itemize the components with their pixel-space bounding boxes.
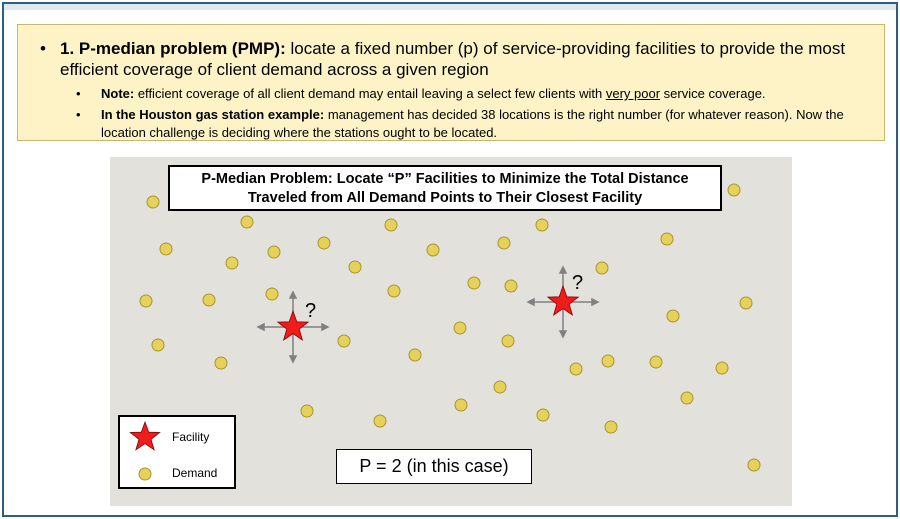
sub-bullet-note (76, 85, 866, 103)
demand-dot-icon (748, 459, 760, 471)
legend-facility-star-icon (130, 422, 159, 450)
demand-dot-icon (268, 246, 280, 258)
demand-dot-icon (427, 244, 439, 256)
demand-dot-icon (338, 335, 350, 347)
legend (118, 415, 236, 489)
demand-dot-icon (728, 184, 740, 196)
demand-dot-icon (147, 196, 159, 208)
question-mark: ? (572, 272, 584, 294)
slide-top-bar (4, 4, 896, 10)
main-bullet-heading: 1. P-median problem (PMP): (60, 39, 286, 58)
demand-dot-icon (740, 297, 752, 309)
demand-dot-icon (388, 285, 400, 297)
demand-dot-icon (605, 421, 617, 433)
demand-dot-icon (226, 257, 238, 269)
sub-bullet-body: efficient coverage of all client demand may entail leaving a select few clients with (134, 86, 606, 101)
demand-dot-icon (716, 362, 728, 374)
diagram-title (168, 165, 722, 211)
demand-dot-icon (409, 349, 421, 361)
demand-dot-icon (681, 392, 693, 404)
demand-dot-icon (650, 356, 662, 368)
bullet-dot: • (76, 86, 81, 101)
demand-dot-icon (374, 415, 386, 427)
demand-dot-icon (502, 335, 514, 347)
bullet-dot: • (40, 39, 46, 58)
demand-dot-icon (494, 381, 506, 393)
demand-dot-icon (160, 243, 172, 255)
sub-bullet-houston (76, 106, 866, 142)
demand-dot-icon (596, 262, 608, 274)
demand-dot-icon (454, 322, 466, 334)
demand-dot-icon (241, 216, 253, 228)
demand-dot-icon (318, 237, 330, 249)
demand-dot-icon (385, 219, 397, 231)
main-bullet-text (60, 38, 860, 80)
demand-dot-icon (468, 277, 480, 289)
demand-dot-icon (505, 280, 517, 292)
legend-demand-label: Demand (172, 466, 218, 480)
demand-dot-icon (203, 294, 215, 306)
demand-dot-icon (301, 405, 313, 417)
main-bullet (40, 38, 860, 80)
question-mark: ? (305, 300, 317, 322)
sub-bullet-text (101, 85, 866, 103)
legend-demand-dot-icon (139, 468, 151, 480)
sub-bullet-heading: In the Houston gas station example: (101, 107, 325, 122)
demand-dot-icon (661, 233, 673, 245)
demand-dot-icon (455, 399, 467, 411)
demand-dot-icon (537, 409, 549, 421)
diagram-title-line1: P-Median Problem: Locate “P” Facilities to Minimize the Total Distance (201, 171, 689, 187)
definition-box (17, 24, 885, 141)
sub-bullet-body: management has decided 38 locations is the right number (for whatever reason). Now the location challenge is deciding where the stations ought to be located. (101, 107, 844, 140)
demand-dot-icon (215, 357, 227, 369)
p-median-diagram (110, 157, 792, 506)
sub-bullet-heading: Note: (101, 86, 135, 101)
sub-bullet-text (101, 106, 866, 142)
demand-dot-icon (140, 295, 152, 307)
p-value-label: P = 2 (in this case) (336, 449, 532, 484)
demand-dot-icon (602, 355, 614, 367)
demand-dot-icon (152, 339, 164, 351)
facility-1 (258, 292, 328, 362)
demand-dot-icon (667, 310, 679, 322)
diagram-title-line2: Traveled from All Demand Points to Their Closest Facility (247, 190, 643, 206)
legend-facility-label: Facility (172, 430, 210, 444)
demand-dot-icon (536, 219, 548, 231)
facility-2 (528, 267, 598, 337)
sub-bullet-body-end: service coverage. (660, 86, 766, 101)
demand-dot-icon (570, 363, 582, 375)
main-bullet-body: locate a fixed number (p) of service-providing facilities to provide the most efficient coverage of client demand across a given region (60, 39, 846, 79)
underlined-phrase: very poor (605, 86, 661, 101)
demand-dot-icon (266, 288, 278, 300)
demand-dot-icon (349, 261, 361, 273)
demand-dot-icon (498, 237, 510, 249)
bullet-dot: • (76, 107, 81, 122)
